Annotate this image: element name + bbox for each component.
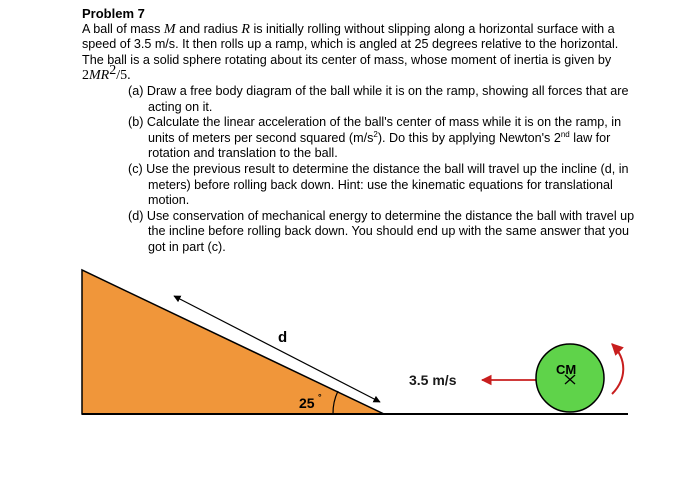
problem-title: Problem 7 [82, 6, 145, 21]
part-b-text-1: (b) Calculate the linear acceleration of the ball's center of mass while it is on the ramp, in units of meters per second squared (m/s [128, 115, 622, 145]
distance-label: d [278, 329, 288, 346]
rotation-arrow [612, 344, 623, 394]
inertia-coefficient: 2 [82, 68, 89, 84]
part-a: (a) Draw a free body diagram of the ball while it is on the ramp, showing all forces that are acting on it. [128, 83, 629, 114]
intro-text-2: and radius [175, 21, 242, 36]
part-c: (c) Use the previous result to determine the distance the ball will travel up the incline (d, in meters) before rolling back down. Hint: use the kinematic equations for translational motion. [128, 161, 629, 208]
part-b-text-2: ). Do this by applying Newton's 2 [377, 130, 561, 145]
inertia-exponent: 2 [109, 63, 117, 79]
inertia-divisor: /5. [116, 68, 131, 84]
ball [536, 344, 604, 412]
angle-degree-mark: ° [318, 392, 322, 402]
intro-text-1: A ball of mass [82, 21, 164, 36]
angle-label: 25 [299, 395, 315, 411]
ramp-triangle [82, 270, 384, 414]
part-b-superscript-2: nd [560, 129, 570, 139]
inertia-mr: MR [89, 68, 110, 84]
velocity-label: 3.5 m/s [409, 372, 457, 388]
intro-text-3: is initially rolling without slipping along a horizontal surface with a speed of 3.5 m/s. It then rolls up a ramp, which is angled at 25 degrees relative to the horizontal. The ball is a solid sphere rotating about its center of mass, whose moment of inertia is given by [82, 21, 619, 67]
mass-symbol: M [163, 21, 176, 37]
part-b-text-3: law for rotation and translation to the ball. [148, 130, 611, 161]
ball-cm-label: CM [556, 362, 577, 377]
radius-symbol: R [241, 21, 250, 37]
part-d: (d) Use conservation of mechanical energy to determine the distance the ball with travel up the incline before rolling back down. You should end up with the same answer that you got in part (c). [128, 208, 635, 254]
part-b-superscript-1: 2 [373, 129, 378, 139]
